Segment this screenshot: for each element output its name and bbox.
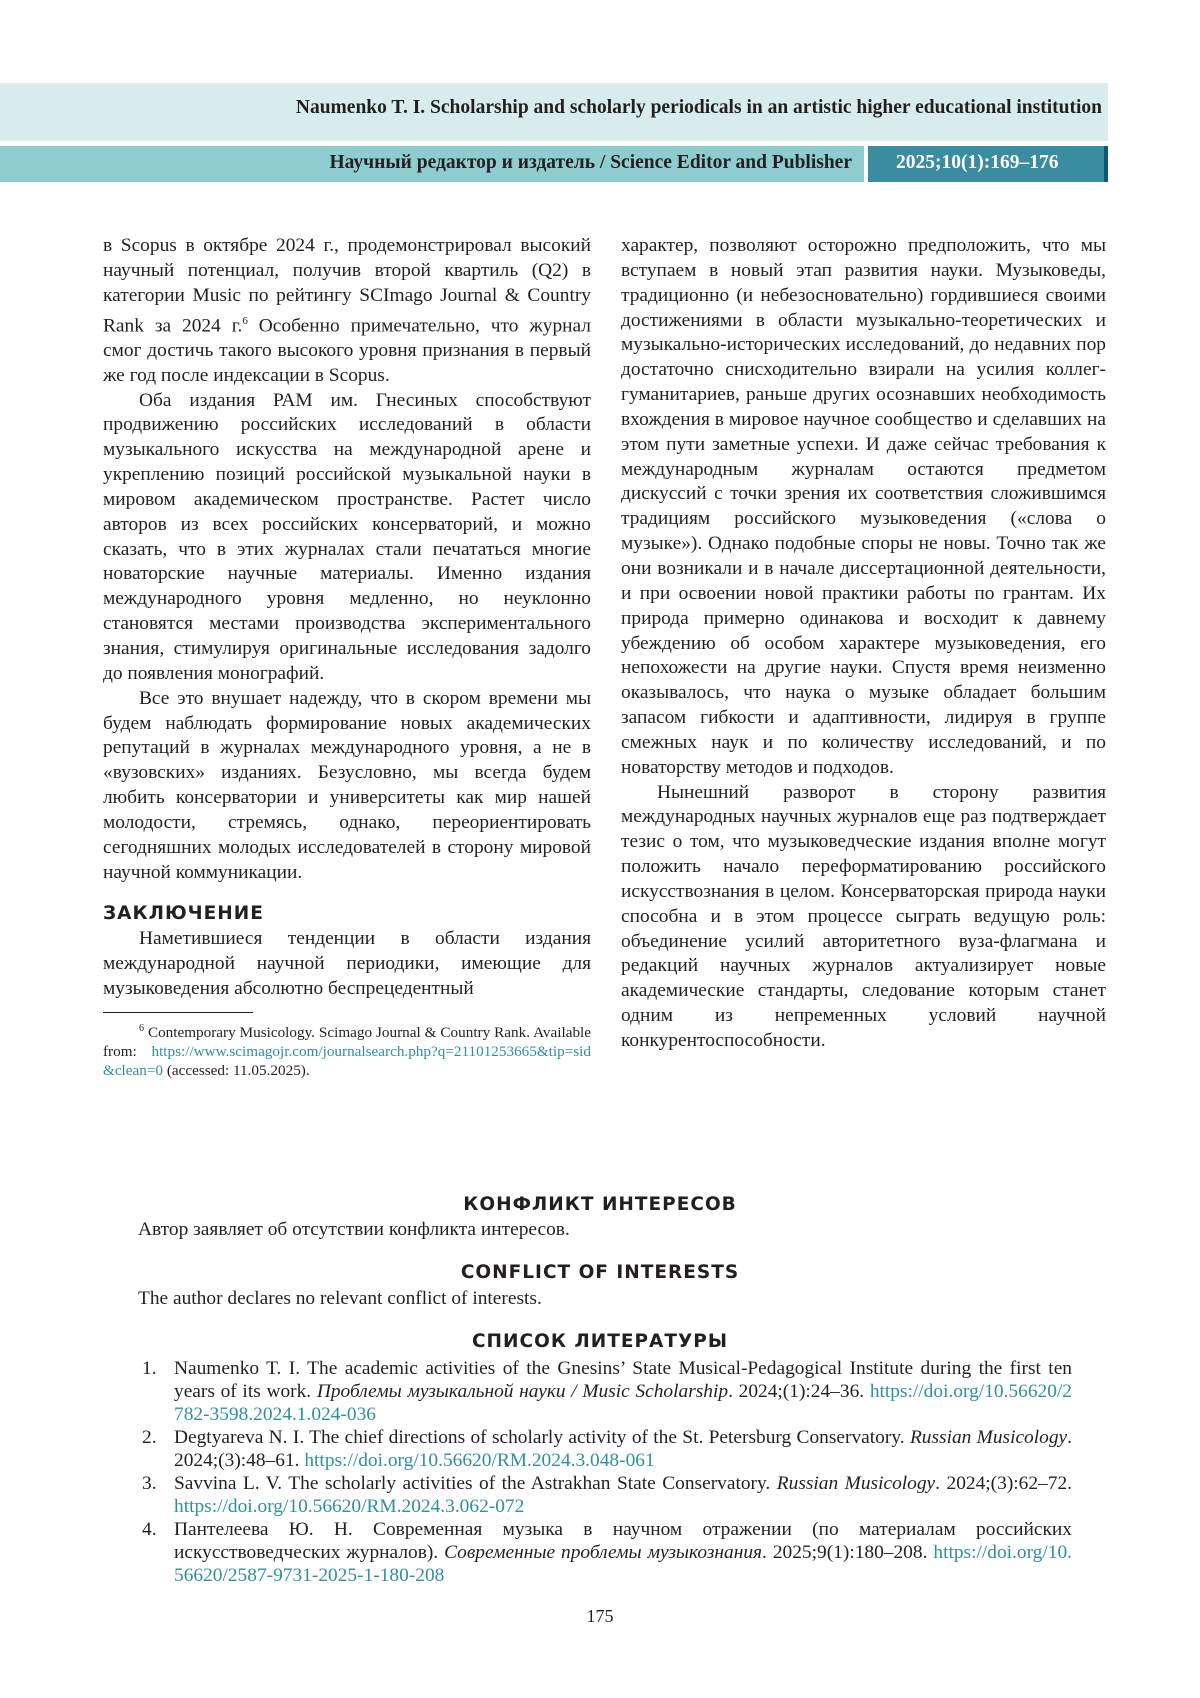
- reference-item: 1. Naumenko T. I. The academic activities of the Gnesins’ State Musical-Pedagogical Institute during the first ten years of its work. Проблемы музыкальной науки / Music Scholarship. 2024;(1):24–36. https://doi.org/10.56620/2782-3598.2024.1.024-036: [138, 1357, 1072, 1426]
- citation: 2025;10(1):169–176: [896, 152, 1058, 174]
- reference-list: [138, 1357, 1072, 1587]
- footnote: 6 Contemporary Musicology. Scimago Journal & Country Rank. Available from: https://www.scimagojr.com/journalsearch.php?q=21101253665&tip=sid&clean=0 (accessed: 11.05.2025).: [103, 1019, 591, 1080]
- footnote-divider: [103, 1012, 253, 1013]
- citation-bar: [868, 146, 1104, 182]
- reference-item: 2. Degtyareva N. I. The chief directions of scholarly activity of the St. Petersburg Conservatory. Russian Musicology. 2024;(3):48–61. https://doi.org/10.56620/RM.2024.3.048-061: [138, 1426, 1072, 1472]
- reference-item: 3. Savvina L. V. The scholarly activities of the Astrakhan State Conservatory. Russian Musicology. 2024;(3):62–72. https://doi.org/10.56620/RM.2024.3.062-072: [138, 1472, 1072, 1518]
- conflict-heading-ru: КОНФЛИКТ ИНТЕРЕСОВ: [0, 1194, 1200, 1215]
- reference-doi-link[interactable]: https://doi.org/10.56620/2782-3598.2024.1.024-036: [174, 1381, 1072, 1425]
- references-heading: СПИСОК ЛИТЕРАТУРЫ: [0, 1331, 1200, 1352]
- conflict-text-ru: Автор заявляет об отсутствии конфликта интересов.: [138, 1219, 570, 1241]
- journal-bar: [0, 146, 864, 182]
- journal-name: Научный редактор и издатель / Science Editor and Publisher: [329, 152, 852, 174]
- reference-doi-link[interactable]: https://doi.org/10.56620/2587-9731-2025-1-180-208: [174, 1542, 1072, 1586]
- conclusion-heading: ЗАКЛЮЧЕНИЕ: [103, 901, 591, 927]
- article-title-header: Naumenko T. I. Scholarship and scholarly periodicals in an artistic higher educational institution: [296, 97, 1102, 119]
- paragraph: в Scopus в октябре 2024 г., продемонстрировал высокий научный потенциал, получив второй квартиль (Q2) в категории Music по рейтингу SCImago Journal & Country Rank за 2024 г.6 Особенно примечательно, что журнал смог достичь такого высокого уровня признания в первый же год после индексации в Scopus.: [103, 234, 591, 389]
- paragraph: характер, позволяют осторожно предположить, что мы вступаем в новый этап развития науки. Музыковеды, традиционно (и небезосновательно) гордившиеся своими достижениями в области музыкально-теоретических и музыкально-исторических исследований, до недавних пор достаточно снисходительно взирали на усилия коллег-гуманитариев, раньше других осознавших необходимость вхождения в мировое научное сообщество и сделавших на этом пути заметные успехи. И даже сейчас требования к международным журналам остаются предметом дискуссий с точки зрения их соответствия сложившимся традициям российского музыковедения («слова о музыке»). Однако подобные споры не новы. Точно так же они возникали и в начале диссертационной деятельности, и при освоении новой практики работы по грантам. Их природа примерно одинакова и восходит к давнему убеждению об особом характере музыковедения, его непохожести на другие науки. Спустя время неизменно оказывалось, что наука о музыке обладает большим запасом гибкости и адаптивности, лидируя в группе смежных наук и по количеству исследований, и по новаторству методов и подходов.: [621, 234, 1106, 781]
- running-header: [0, 83, 1108, 141]
- reference-item: 4. Пантелеева Ю. Н. Современная музыка в научном отражении (по материалам российских искусствоведческих журналов). Современные проблемы музыкознания. 2025;9(1):180–208. https://doi.org/10.56620/2587-9731-2025-1-180-208: [138, 1518, 1072, 1587]
- paragraph: Нынешний разворот в сторону развития международных научных журналов еще раз подтверждает тезис о том, что музыковедческие издания вполне могут положить начало переформатированию российского искусствознания в целом. Консерваторская природа науки способна и в этом процессе сыграть ведущую роль: объединение усилий авторитетного вуза-флагмана и редакций научных журналов актуализирует новые академические стандарты, следование которым станет одним из непременных условий научной конкурентоспособности.: [621, 781, 1106, 1054]
- conflict-text-en: The author declares no relevant conflict of interests.: [138, 1288, 542, 1310]
- page-number: 175: [0, 1606, 1200, 1627]
- header-accent: [1104, 146, 1108, 182]
- reference-doi-link[interactable]: https://doi.org/10.56620/RM.2024.3.048-061: [304, 1450, 654, 1471]
- paragraph: Наметившиеся тенденции в области издания международной научной периодики, имеющие для музыковедения абсолютно беспрецедентный: [103, 927, 591, 1002]
- conflict-heading-en: CONFLICT OF INTERESTS: [0, 1262, 1200, 1283]
- reference-doi-link[interactable]: https://doi.org/10.56620/RM.2024.3.062-072: [174, 1496, 524, 1517]
- paragraph: Все это внушает надежду, что в скором времени мы будем наблюдать формирование новых академических репутаций в журналах международного уровня, а не в «вузовских» изданиях. Безусловно, мы всегда будем любить консерватории и университеты как мир нашей молодости, стремясь, однако, переориентировать сегодняшних молодых исследователей в сторону мировой научной коммуникации.: [103, 687, 591, 886]
- paragraph: Оба издания РАМ им. Гнесиных способствуют продвижению российских исследований в области музыкального искусства на международной арене и укреплению позиций российской музыкальной науки в мировом академическом пространстве. Растет число авторов из всех российских консерваторий, и можно сказать, что в этих журналах стали печататься многие новаторские научные материалы. Именно издания международного уровня медленно, но неуклонно становятся местами производства экспериментального знания, стимулируя оригинальные исследования задолго до появления монографий.: [103, 389, 591, 687]
- footnote-link[interactable]: https://www.scimagojr.com/journalsearch.php?q=21101253665&tip=sid&clean=0: [103, 1043, 591, 1079]
- right-column: [621, 234, 1106, 1054]
- left-column: [103, 234, 591, 1080]
- footnote-ref[interactable]: 6: [242, 315, 248, 327]
